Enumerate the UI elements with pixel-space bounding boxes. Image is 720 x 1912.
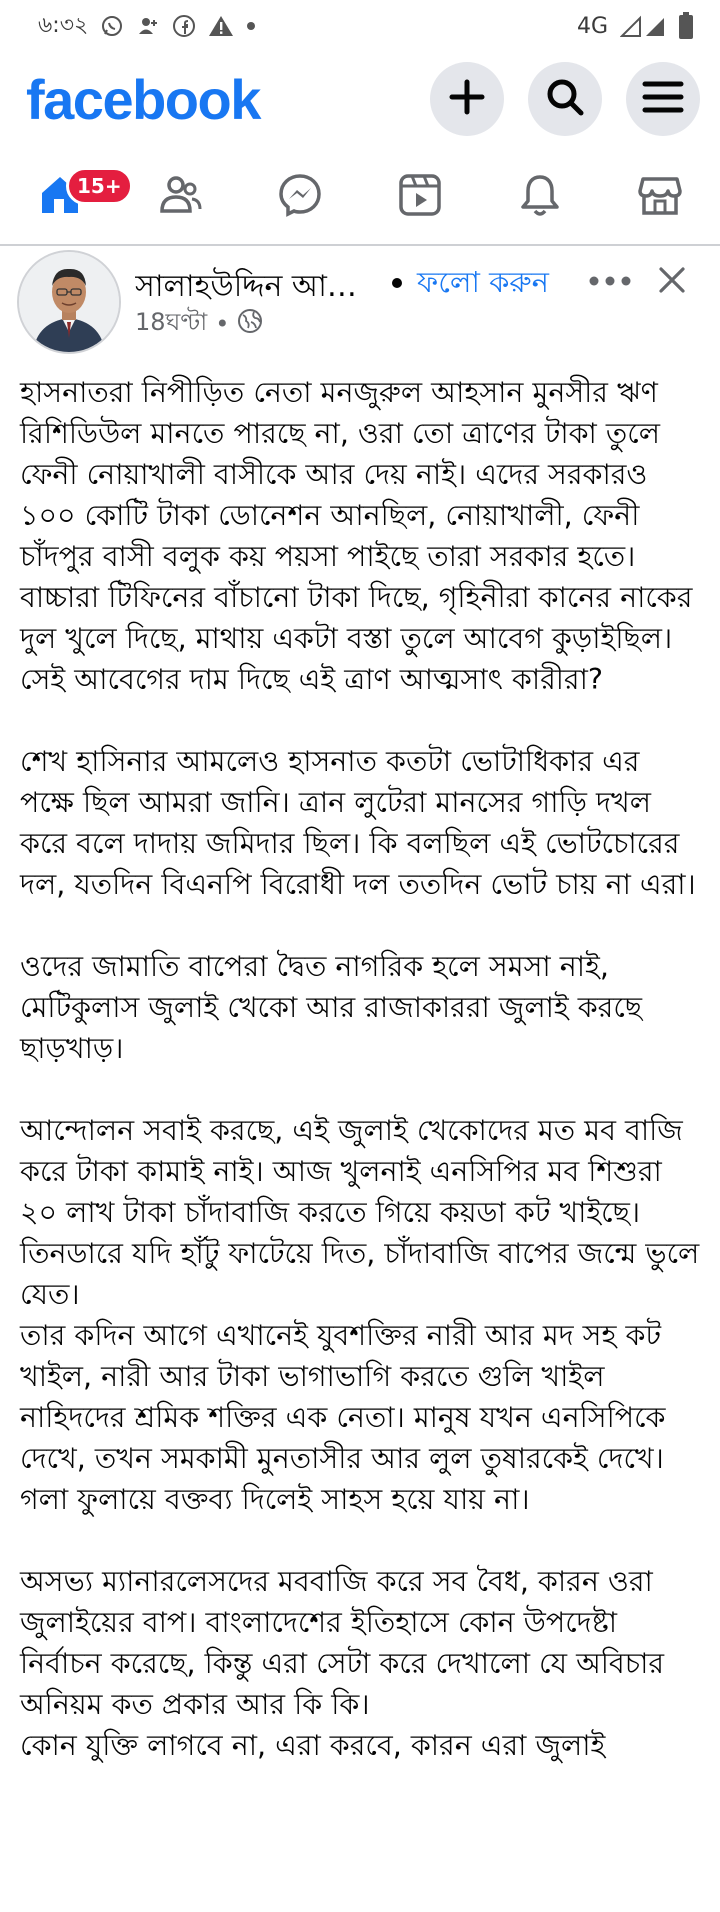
tab-notifications[interactable] bbox=[500, 157, 580, 237]
paragraph-gap bbox=[20, 1069, 700, 1110]
post-header bbox=[0, 248, 720, 358]
messenger-icon bbox=[276, 171, 324, 223]
tab-marketplace[interactable] bbox=[620, 157, 700, 237]
post-time[interactable]: 18ঘণ্টা bbox=[135, 308, 208, 336]
follow-button[interactable]: ফলো করুন bbox=[417, 265, 549, 299]
status-bar bbox=[0, 0, 720, 52]
paragraph-gap bbox=[20, 1520, 700, 1561]
paragraph-gap bbox=[20, 700, 700, 741]
tab-home[interactable] bbox=[20, 157, 122, 237]
status-right bbox=[577, 12, 694, 40]
plus-icon bbox=[448, 78, 486, 120]
network-label: 4G bbox=[576, 13, 608, 39]
follow-separator-dot bbox=[392, 278, 402, 288]
search-icon bbox=[544, 76, 586, 122]
notifications-icon bbox=[516, 171, 564, 223]
status-time: ৬:৩২ bbox=[38, 12, 89, 38]
battery-icon bbox=[678, 12, 694, 40]
search-button[interactable] bbox=[528, 62, 602, 136]
post-paragraph: অসভ্য ম্যানারলেসদের মববাজি করে সব বৈধ, কারন ওরা জুলাইয়ের বাপ। বাংলাদেশের ইতিহাসে কোন উপদেষ্টা নির্বাচন করেছে, কিন্তু এরা সেটা করে দেখালো যে অবিচার অনিয়ম কত প্রকার আর কি কি। bbox=[20, 1565, 665, 1721]
post-meta bbox=[135, 304, 263, 344]
app-header bbox=[0, 52, 720, 146]
video-icon bbox=[396, 171, 444, 223]
more-horizontal-icon bbox=[588, 272, 632, 291]
warning-icon bbox=[208, 14, 234, 38]
home-badge: 15+ bbox=[66, 167, 133, 205]
tab-video[interactable] bbox=[380, 157, 460, 237]
facebook-icon bbox=[172, 14, 196, 38]
close-icon bbox=[658, 266, 686, 298]
post-body bbox=[20, 372, 700, 1766]
post-paragraph: বাচ্চারা টিফিনের বাঁচানো টাকা দিছে, গৃহিনীরা কানের নাকের দুল খুলে দিছে, মাথায় একটা বস্তা তুলে আবেগ কুড়াইছিল। সেই আবেগের দাম দিছে এই ত্রাণ আত্মসাৎ কারীরা? bbox=[20, 581, 693, 696]
person-add-icon bbox=[136, 14, 160, 38]
header-actions bbox=[430, 62, 700, 136]
post-paragraph: তার কদিন আগে এখানেই যুবশক্তির নারী আর মদ সহ কট খাইল, নারী আর টাকা ভাগাভাগি করতে গুলি খাইল নাহিদদের শ্রমিক শক্তির এক নেতা। মানুষ যখন এনসিপিকে দেখে, তখন সমকামী মুনতাসীর আর লুল তুষারকেই দেখে। গলা ফুলায়ে বক্তব্য দিলেই সাহস হয়ে যায় না। bbox=[20, 1319, 666, 1516]
more-options-button[interactable] bbox=[582, 266, 638, 296]
menu-icon bbox=[642, 79, 684, 119]
paragraph-gap bbox=[20, 905, 700, 946]
create-button[interactable] bbox=[430, 62, 504, 136]
friends-icon bbox=[156, 171, 204, 223]
tab-bar bbox=[0, 150, 720, 246]
post-paragraph: ওদের জামাতি বাপেরা দ্বৈত নাগরিক হলে সমসা নাই, মেটিকুলাস জুলাই খেকো আর রাজাকাররা জুলাই করছে ছাড়খাড়। bbox=[20, 950, 643, 1065]
author-avatar[interactable] bbox=[17, 250, 121, 354]
close-post-button[interactable] bbox=[652, 262, 692, 302]
author-name[interactable]: সালাহউদ্দিন আ… bbox=[135, 269, 357, 304]
signal-icon bbox=[620, 14, 666, 38]
whatsapp-icon bbox=[100, 14, 124, 38]
status-left bbox=[38, 8, 256, 45]
post-paragraph: শেখ হাসিনার আমলেও হাসনাত কতটা ভোটাধিকার এর পক্ষে ছিল আমরা জানি। ত্রান লুটেরা মানসের গাড়ি দখল করে বলে দাদায় জমিদার ছিল। কি বলছিল এই ভোটচোরের দল, যতদিন বিএনপি বিরোধী দল ততদিন ভোট চায় না এরা। bbox=[20, 745, 696, 901]
post-paragraph: আন্দোলন সবাই করছে, এই জুলাই খেকোদের মত মব বাজি করে টাকা কামাই নাই। আজ খুলনাই এনসিপির মব শিশুরা ২০ লাখ টাকা চাঁদাবাজি করতে গিয়ে কয়ডা কট খাইছে। তিনডারে যদি হাঁটু ফাটেয়ে দিত, চাঁদাবাজি বাপের জন্মে ভুলে যেত। bbox=[20, 1114, 700, 1311]
tab-friends[interactable] bbox=[140, 157, 220, 237]
menu-button[interactable] bbox=[626, 62, 700, 136]
post-paragraph: হাসনাতরা নিপীড়িত নেতা মনজুরুল আহসান মুনসীর ঋণ রিশিডিউল মানতে পারছে না, ওরা তো ত্রাণের টাকা তুলে ফেনী নোয়াখালী বাসীকে আর দেয় নাই। এদের সরকারও ১০০ কোটি টাকা ডোনেশন আনছিল, নোয়াখালী, ফেনী চাঁদপুর বাসী বলুক কয় পয়সা পাইছে তারা সরকার হতে। bbox=[20, 376, 660, 573]
dot-icon bbox=[246, 21, 256, 31]
meta-separator: • bbox=[215, 310, 230, 338]
globe-icon[interactable] bbox=[237, 308, 263, 340]
tab-messenger[interactable] bbox=[260, 157, 340, 237]
post-paragraph: কোন যুক্তি লাগবে না, এরা করবে, কারন এরা জুলাই bbox=[20, 1729, 606, 1762]
facebook-logo[interactable]: facebook bbox=[26, 67, 260, 131]
marketplace-icon bbox=[636, 171, 684, 223]
